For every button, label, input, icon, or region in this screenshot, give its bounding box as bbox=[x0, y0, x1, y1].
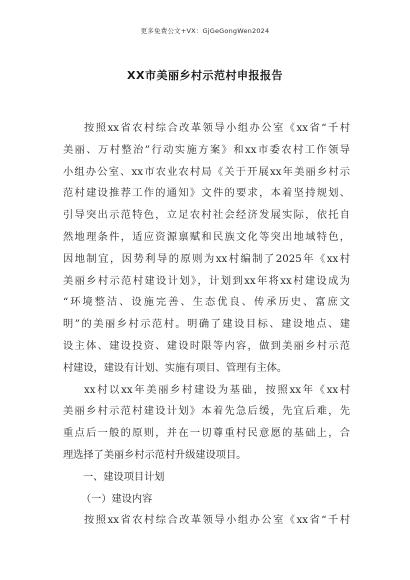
body-line: 村建设，建设有计划、实施有项目、管理有主体。 bbox=[63, 362, 288, 374]
body-line: 一、建设项目计划 bbox=[83, 471, 165, 483]
body-line: “环境整洁、设施完善、生态优良、传承历史、富庶文 bbox=[63, 297, 350, 309]
body-line: 小组办公室、xx市农业农村局《关于开展xx年美丽乡村示 bbox=[63, 166, 350, 178]
body-line: 美丽乡村示范村建设计划》本着先急后缓，先宜后难，先 bbox=[63, 406, 350, 418]
body-line: （一）建设内容 bbox=[81, 493, 153, 505]
body-line: 因地制宜，因势利导的原则为xx村编制了2025年《xx村 bbox=[63, 253, 350, 265]
document-title: XX市美丽乡村示范村申报报告 bbox=[127, 69, 283, 82]
body-line: 理选择了美丽乡村示范村升级建设项目。 bbox=[63, 449, 247, 461]
document-body bbox=[63, 118, 350, 532]
body-line: xx村以xx年美丽乡村建设为基础，按照xx年《xx村 bbox=[84, 384, 350, 396]
body-line: 引导突出示范特色，立足农村社会经济发展实际，依托自 bbox=[63, 210, 350, 222]
body-line: 按照xx省农村综合改革领导小组办公室《xx省“千村 bbox=[84, 123, 350, 134]
header-note: 更多免费公文+VX：GjGeGongWen2024 bbox=[140, 27, 270, 35]
body-line: 按照xx省农村综合改革领导小组办公室《xx省“千村 bbox=[84, 515, 350, 527]
body-line: 美丽、万村整治”行动实施方案》和xx市委农村工作领导 bbox=[63, 144, 350, 156]
body-line: 范村建设推荐工作的通知》文件的要求，本着坚持规划、 bbox=[63, 188, 350, 200]
body-line: 明”的美丽乡村示范村。明确了建设目标、建设地点、建 bbox=[63, 319, 350, 331]
body-line: 设主体、建设投资、建设时限等内容，做到美丽乡村示范 bbox=[63, 340, 350, 352]
body-line: 然地理条件，适应资源禀赋和民族文化等突出地域特色， bbox=[63, 231, 350, 243]
body-line: 重点后一般的原则，并在一切尊重村民意愿的基础上，合 bbox=[63, 428, 350, 440]
body-line: 美丽乡村示范村建设计划》，计划到xx年将xx村建设成为 bbox=[63, 275, 350, 287]
